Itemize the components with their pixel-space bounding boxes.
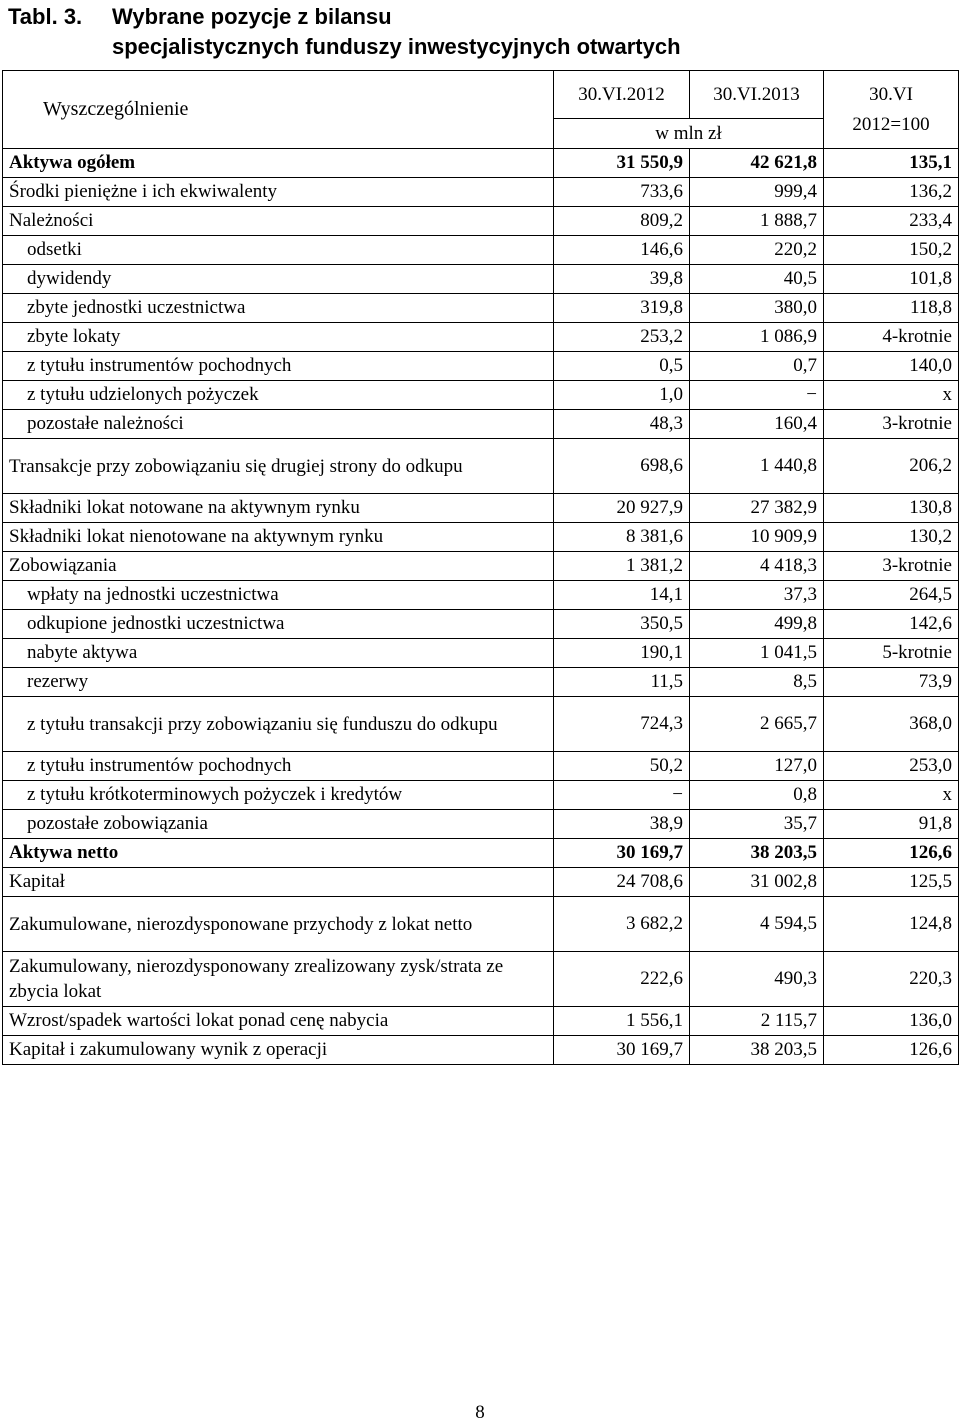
table-row [3, 810, 959, 839]
page-number: 8 [475, 1402, 485, 1423]
value-2013: 31 002,8 [690, 868, 824, 897]
value-index: 130,2 [824, 523, 959, 552]
header-index-line1: 30.VI [869, 83, 913, 105]
table-row [3, 868, 959, 897]
value-2013: 4 594,5 [690, 897, 824, 952]
value-2012: 14,1 [554, 581, 690, 610]
table-row [3, 207, 959, 236]
row-label: wpłaty na jednostki uczestnictwa [3, 581, 554, 610]
row-label: z tytułu krótkoterminowych pożyczek i kredytów [3, 781, 554, 810]
header-label: Wyszczególnienie [3, 71, 554, 149]
value-index: 136,2 [824, 178, 959, 207]
row-label: Transakcje przy zobowiązaniu się drugiej strony do odkupu [3, 439, 554, 494]
table-title-line2: specjalistycznych funduszy inwestycyjnych otwartych [112, 34, 681, 59]
value-index: 368,0 [824, 697, 959, 752]
value-2013: 2 115,7 [690, 1007, 824, 1036]
value-index: 101,8 [824, 265, 959, 294]
row-label: pozostałe zobowiązania [3, 810, 554, 839]
value-2012: 319,8 [554, 294, 690, 323]
table-title-line1: Wybrane pozycje z bilansu [112, 4, 392, 29]
row-label: pozostałe należności [3, 410, 554, 439]
table-row [3, 439, 959, 494]
value-2013: 1 041,5 [690, 639, 824, 668]
table-row [3, 265, 959, 294]
value-2013: 380,0 [690, 294, 824, 323]
table-row [3, 294, 959, 323]
row-label: odsetki [3, 236, 554, 265]
header-index-line2: 2012=100 [852, 113, 930, 135]
value-2012: 30 169,7 [554, 839, 690, 868]
header-col-2012: 30.VI.2012 [554, 71, 690, 119]
value-2012: 1,0 [554, 381, 690, 410]
value-2013: 160,4 [690, 410, 824, 439]
table-row [3, 523, 959, 552]
value-2013: 27 382,9 [690, 494, 824, 523]
value-2013: 490,3 [690, 952, 824, 1007]
value-index: 3-krotnie [824, 552, 959, 581]
table-row [3, 410, 959, 439]
value-2013: 1 086,9 [690, 323, 824, 352]
value-index: 130,8 [824, 494, 959, 523]
value-index: x [824, 381, 959, 410]
table-row [3, 323, 959, 352]
row-label: Zakumulowany, nierozdysponowany zrealizowany zysk/strata ze zbycia lokat [3, 952, 554, 1007]
value-2013: 1 888,7 [690, 207, 824, 236]
value-2013: 1 440,8 [690, 439, 824, 494]
row-label: Kapitał i zakumulowany wynik z operacji [3, 1036, 554, 1065]
value-index: 135,1 [824, 149, 959, 178]
row-label: zbyte jednostki uczestnictwa [3, 294, 554, 323]
value-index: 206,2 [824, 439, 959, 494]
value-2012: 733,6 [554, 178, 690, 207]
table-row [3, 552, 959, 581]
value-2012: 222,6 [554, 952, 690, 1007]
value-2013: 0,7 [690, 352, 824, 381]
table-row [3, 639, 959, 668]
value-2012: 1 556,1 [554, 1007, 690, 1036]
value-index: 150,2 [824, 236, 959, 265]
table-row [3, 178, 959, 207]
row-label: Zobowiązania [3, 552, 554, 581]
row-label: Środki pieniężne i ich ekwiwalenty [3, 178, 554, 207]
value-2013: 999,4 [690, 178, 824, 207]
table-row [3, 952, 959, 1007]
value-index: 125,5 [824, 868, 959, 897]
row-label: Aktywa ogółem [3, 149, 554, 178]
row-label: Wzrost/spadek wartości lokat ponad cenę nabycia [3, 1007, 554, 1036]
value-2013: 8,5 [690, 668, 824, 697]
value-index: 220,3 [824, 952, 959, 1007]
value-index: 126,6 [824, 1036, 959, 1065]
table-row [3, 752, 959, 781]
value-2013: 10 909,9 [690, 523, 824, 552]
row-label: dywidendy [3, 265, 554, 294]
table-body [3, 149, 959, 1065]
value-2012: 50,2 [554, 752, 690, 781]
table-row [3, 1007, 959, 1036]
value-2013: 40,5 [690, 265, 824, 294]
value-2012: 724,3 [554, 697, 690, 752]
value-2012: 20 927,9 [554, 494, 690, 523]
row-label: Aktywa netto [3, 839, 554, 868]
value-index: 136,0 [824, 1007, 959, 1036]
value-2013: 38 203,5 [690, 1036, 824, 1065]
value-2013: 2 665,7 [690, 697, 824, 752]
table-row [3, 381, 959, 410]
value-2013: 37,3 [690, 581, 824, 610]
row-label: odkupione jednostki uczestnictwa [3, 610, 554, 639]
table-row [3, 897, 959, 952]
value-index: 126,6 [824, 839, 959, 868]
value-2013: 499,8 [690, 610, 824, 639]
value-index: 264,5 [824, 581, 959, 610]
value-2012: 190,1 [554, 639, 690, 668]
value-index: 91,8 [824, 810, 959, 839]
row-label: z tytułu udzielonych pożyczek [3, 381, 554, 410]
value-2013: 220,2 [690, 236, 824, 265]
header-col-2013: 30.VI.2013 [690, 71, 824, 119]
header-col-index [824, 71, 959, 149]
row-label: rezerwy [3, 668, 554, 697]
table-title [8, 2, 948, 62]
table-number: Tabl. 3. [8, 4, 83, 29]
table-row [3, 494, 959, 523]
row-label: Kapitał [3, 868, 554, 897]
row-label: Składniki lokat notowane na aktywnym rynku [3, 494, 554, 523]
table-row [3, 236, 959, 265]
row-label: z tytułu instrumentów pochodnych [3, 352, 554, 381]
table-row [3, 610, 959, 639]
value-2012: 698,6 [554, 439, 690, 494]
table-row [3, 781, 959, 810]
table-row [3, 352, 959, 381]
value-index: 140,0 [824, 352, 959, 381]
value-index: 253,0 [824, 752, 959, 781]
value-2012: 146,6 [554, 236, 690, 265]
value-2012: − [554, 781, 690, 810]
row-label: z tytułu transakcji przy zobowiązaniu się funduszu do odkupu [3, 697, 554, 752]
row-label: Zakumulowane, nierozdysponowane przychody z lokat netto [3, 897, 554, 952]
value-index: x [824, 781, 959, 810]
value-2013: − [690, 381, 824, 410]
table-row [3, 581, 959, 610]
value-index: 3-krotnie [824, 410, 959, 439]
value-index: 233,4 [824, 207, 959, 236]
header-unit: w mln zł [554, 119, 824, 149]
value-2012: 48,3 [554, 410, 690, 439]
row-label: Należności [3, 207, 554, 236]
value-2012: 31 550,9 [554, 149, 690, 178]
row-label: Składniki lokat nienotowane na aktywnym rynku [3, 523, 554, 552]
value-2012: 30 169,7 [554, 1036, 690, 1065]
table-row [3, 697, 959, 752]
row-label: z tytułu instrumentów pochodnych [3, 752, 554, 781]
row-label: zbyte lokaty [3, 323, 554, 352]
value-2012: 0,5 [554, 352, 690, 381]
value-2012: 1 381,2 [554, 552, 690, 581]
table-row [3, 668, 959, 697]
value-index: 4-krotnie [824, 323, 959, 352]
value-index: 73,9 [824, 668, 959, 697]
value-2012: 24 708,6 [554, 868, 690, 897]
value-2012: 39,8 [554, 265, 690, 294]
value-2012: 8 381,6 [554, 523, 690, 552]
value-2013: 127,0 [690, 752, 824, 781]
value-2012: 38,9 [554, 810, 690, 839]
value-index: 5-krotnie [824, 639, 959, 668]
value-2012: 253,2 [554, 323, 690, 352]
value-2013: 0,8 [690, 781, 824, 810]
value-2013: 4 418,3 [690, 552, 824, 581]
table-row [3, 1036, 959, 1065]
value-2013: 38 203,5 [690, 839, 824, 868]
value-2012: 3 682,2 [554, 897, 690, 952]
value-index: 142,6 [824, 610, 959, 639]
value-2012: 11,5 [554, 668, 690, 697]
balance-table [2, 70, 959, 1065]
value-2013: 42 621,8 [690, 149, 824, 178]
value-2012: 809,2 [554, 207, 690, 236]
table-row [3, 149, 959, 178]
value-index: 124,8 [824, 897, 959, 952]
table-row [3, 839, 959, 868]
value-2012: 350,5 [554, 610, 690, 639]
value-2013: 35,7 [690, 810, 824, 839]
value-index: 118,8 [824, 294, 959, 323]
row-label: nabyte aktywa [3, 639, 554, 668]
